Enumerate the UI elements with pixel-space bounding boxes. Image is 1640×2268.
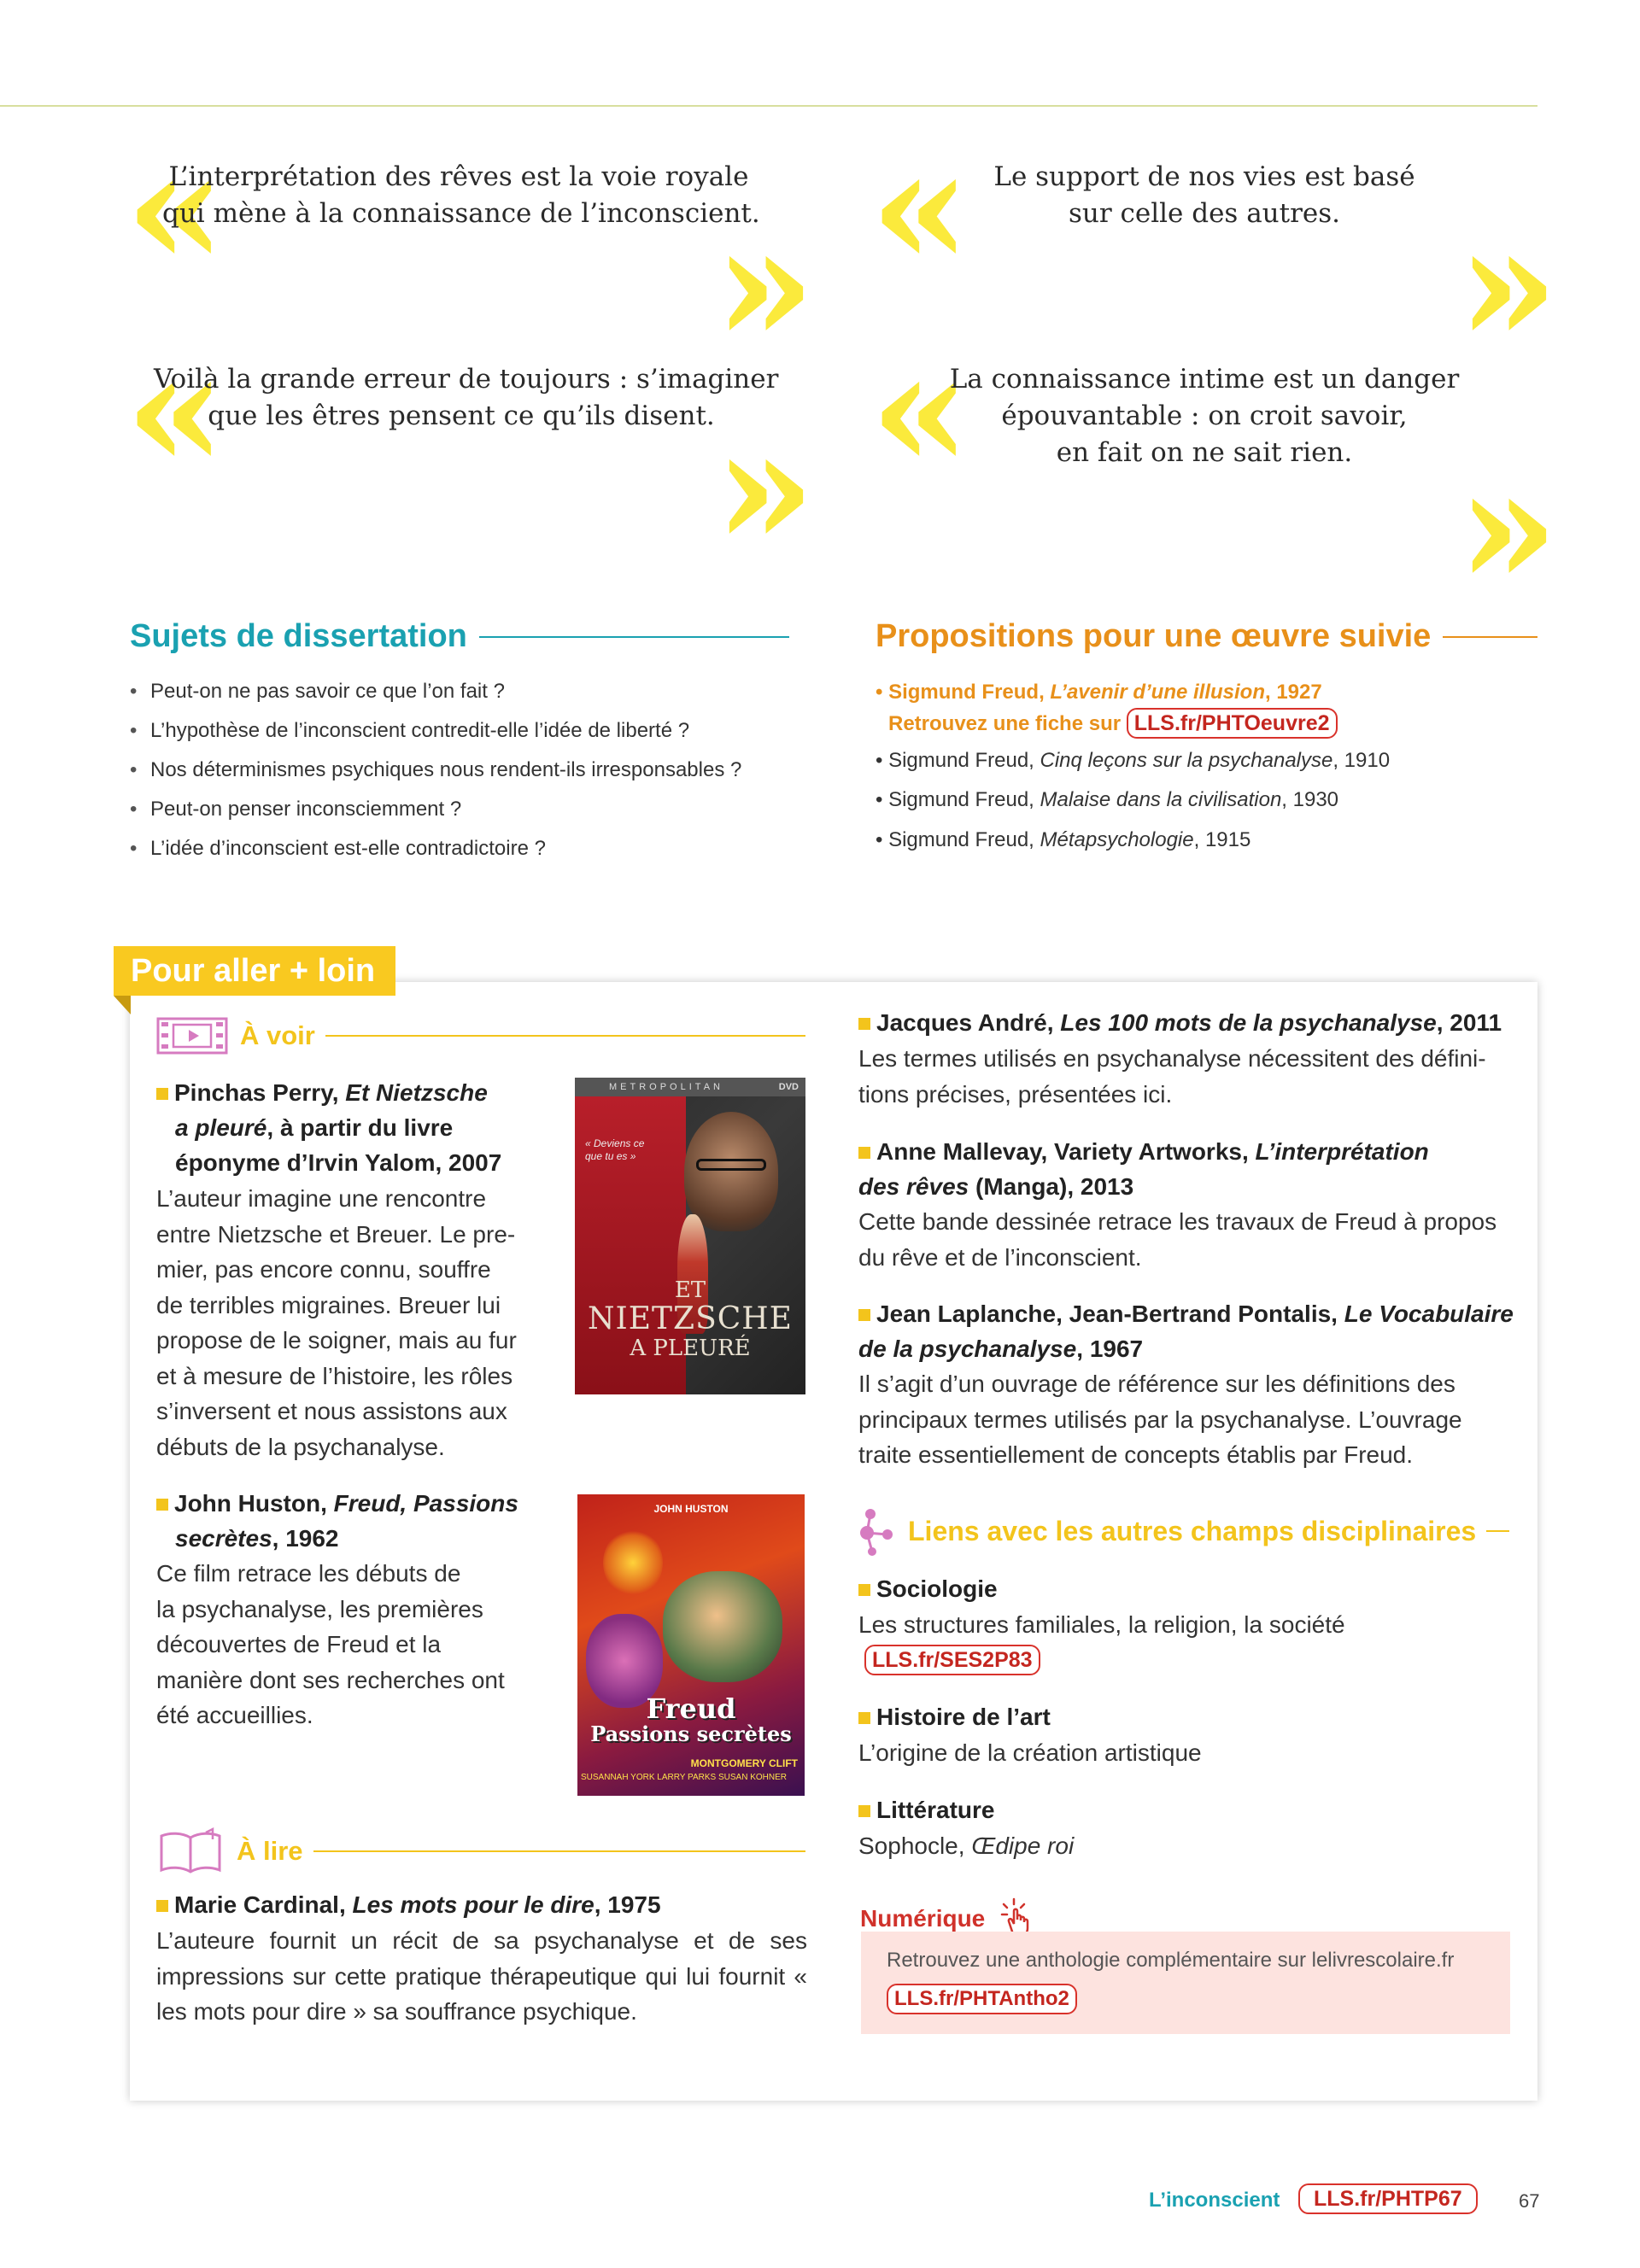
quote-text: Voilà la grande erreur de toujours : s’imaginer que les êtres pensent ce qu’ils disent.: [154, 364, 779, 431]
liens-litterature-text: Sophocle, Œdipe roi: [858, 1833, 1075, 1859]
book-description-mallevay: Cette bande dessinée retrace les travaux de Freud à propos du rêve et de l’inconscient.: [858, 1208, 1497, 1271]
numerique-text: Retrouvez une anthologie complémentaire sur lelivrescolaire.fr: [887, 1949, 1455, 1972]
book-description-cardinal: L’auteure fournit un récit de sa psychanalyse et de ses impressions sur cette pratique thérapeutique qui lui fournit « les mots pour dire » sa souffrance psychique.: [156, 1927, 807, 2025]
a-lire-heading: À lire: [156, 1827, 805, 1875]
open-quote-icon: «: [125, 314, 226, 505]
numerique-link[interactable]: LLS.fr/PHTAntho2: [887, 1984, 1077, 2014]
list-item: • Nos déterminismes psychiques nous rendent-ils irresponsables ?: [130, 758, 742, 781]
list-item: • L’hypothèse de l’inconscient contredit-elle l’idée de liberté ?: [130, 719, 690, 742]
dissertation-heading: Sujets de dissertation: [130, 618, 789, 655]
numerique-link-wrap: [887, 1984, 1077, 2014]
book-title-laplanche: Jean Laplanche, Jean-Bertrand Pontalis, Le Vocabulaire de la psychanalyse, 1967: [858, 1301, 1514, 1362]
book-title-mallevay: Anne Mallevay, Variety Artworks, L’interprétation des rêves (Manga), 2013: [858, 1138, 1429, 1200]
heading-rule: [1443, 636, 1538, 638]
liens-heading: Liens avec les autres champs disciplinaires: [858, 1505, 1509, 1557]
book-title-cardinal: Marie Cardinal, Les mots pour le dire, 1975: [156, 1887, 661, 1922]
quote-text: La connaissance intime est un danger épouvantable : on croit savoir, en fait on ne sait rien.: [949, 364, 1460, 468]
list-item: • Sigmund Freud, Malaise dans la civilisation, 1930: [876, 788, 1339, 811]
heading-rule: [313, 1850, 805, 1852]
close-quote-icon: »: [1457, 431, 1559, 622]
liens-litterature-label: Littérature: [858, 1792, 994, 1827]
network-icon: [858, 1505, 896, 1557]
quote-text: L’interprétation des rêves est la voie royale qui mène à la connaissance de l’inconscient.: [162, 161, 760, 229]
book-title-andre: Jacques André, Les 100 mots de la psychanalyse, 2011: [858, 1005, 1533, 1040]
film-1-poster: METROPOLITAN DVD « Deviens ce que tu es » ET NIETZSCHE A PLEURÉ: [575, 1078, 805, 1394]
sociologie-link[interactable]: LLS.fr/SES2P83: [864, 1645, 1040, 1675]
dissertation-list: [130, 680, 741, 876]
close-quote-icon: »: [714, 392, 816, 582]
list-item: • L’idée d’inconscient est-elle contradictoire ?: [130, 837, 546, 860]
close-quote-icon: »: [714, 189, 816, 379]
open-quote-icon: «: [125, 112, 226, 302]
liens-sociologie-label: Sociologie: [858, 1571, 998, 1606]
tab-fold: [114, 996, 131, 1014]
liens-histoire-text: L’origine de la création artistique: [858, 1739, 1202, 1766]
film-icon: [156, 1016, 228, 1055]
footer-chapter: L’inconscient: [1149, 2189, 1280, 2212]
page-number: 67: [1519, 2190, 1540, 2212]
film-1-description: L’auteur imagine une rencontre entre Nietzsche et Breuer. Le pre- mier, pas encore connu, souffre de terribles migraines. Breuer lui propose de le soigner, mais au fur et à mesure de l’histoire, les rôles s’inversent et nous assistons aux débuts de la psychanalyse.: [156, 1185, 517, 1460]
book-description-andre: Les termes utilisés en psychanalyse nécessitent des défini- tions précises, présentées ici.: [858, 1045, 1486, 1108]
featured-fiche: Retrouvez une fiche sur LLS.fr/PHTOeuvre2: [888, 708, 1338, 739]
list-item: • Sigmund Freud, Cinq leçons sur la psychanalyse, 1910: [876, 749, 1391, 772]
close-quote-icon: »: [1457, 189, 1559, 379]
numerique-box: [861, 1932, 1510, 2034]
open-quote-icon: «: [870, 314, 971, 505]
film-2-title: John Huston, Freud, Passions secrètes, 1962: [156, 1486, 549, 1556]
heading-rule: [325, 1035, 805, 1037]
top-rule: [0, 105, 1538, 107]
quote-text: Le support de nos vies est basé sur celle des autres.: [993, 161, 1415, 229]
pour-aller-loin-tab: Pour aller + loin: [114, 946, 395, 996]
fiche-link[interactable]: LLS.fr/PHTOeuvre2: [1127, 708, 1338, 739]
liens-histoire-label: Histoire de l’art: [858, 1699, 1051, 1734]
heading-rule: [479, 636, 789, 638]
list-item: • Peut-on ne pas savoir ce que l’on fait ?: [130, 680, 505, 703]
a-voir-heading: À voir: [156, 1016, 805, 1055]
open-quote-icon: «: [870, 112, 971, 302]
film-2-poster: JOHN HUSTON Freud Passions secrètes MONTGOMERY CLIFT SUSANNAH YORK LARRY PARKS SUSAN KOHNER: [577, 1494, 805, 1796]
footer-link-wrap: [1298, 2183, 1478, 2214]
heading-rule: [1486, 1530, 1509, 1532]
numerique-label: Numérique: [860, 1896, 1041, 1944]
film-2-description: Ce film retrace les débuts de la psychanalyse, les premières découvertes de Freud et la manière dont ses recherches ont été accueillies.: [156, 1560, 505, 1728]
propositions-heading: Propositions pour une œuvre suivie: [876, 618, 1538, 655]
list-item: • Sigmund Freud, Métapsychologie, 1915: [876, 828, 1251, 851]
footer-link[interactable]: LLS.fr/PHTP67: [1298, 2183, 1478, 2214]
book-description-laplanche: Il s’agit d’un ouvrage de référence sur les définitions des principaux termes utilisés par la psychanalyse. L’ouvrage traite essentiellement de concepts établis par Freud.: [858, 1371, 1462, 1468]
sociologie-link-wrap: [864, 1645, 1040, 1675]
book-icon: [156, 1827, 225, 1875]
featured-work: • Sigmund Freud, L’avenir d’une illusion, 1927: [876, 681, 1322, 704]
liens-sociologie-text: Les structures familiales, la religion, la société: [858, 1611, 1345, 1638]
list-item: • Peut-on penser inconsciemment ?: [130, 798, 462, 821]
film-1-title: Pinchas Perry, Et Nietzsche a pleuré, à partir du livre éponyme d’Irvin Yalom, 2007: [156, 1075, 549, 1180]
